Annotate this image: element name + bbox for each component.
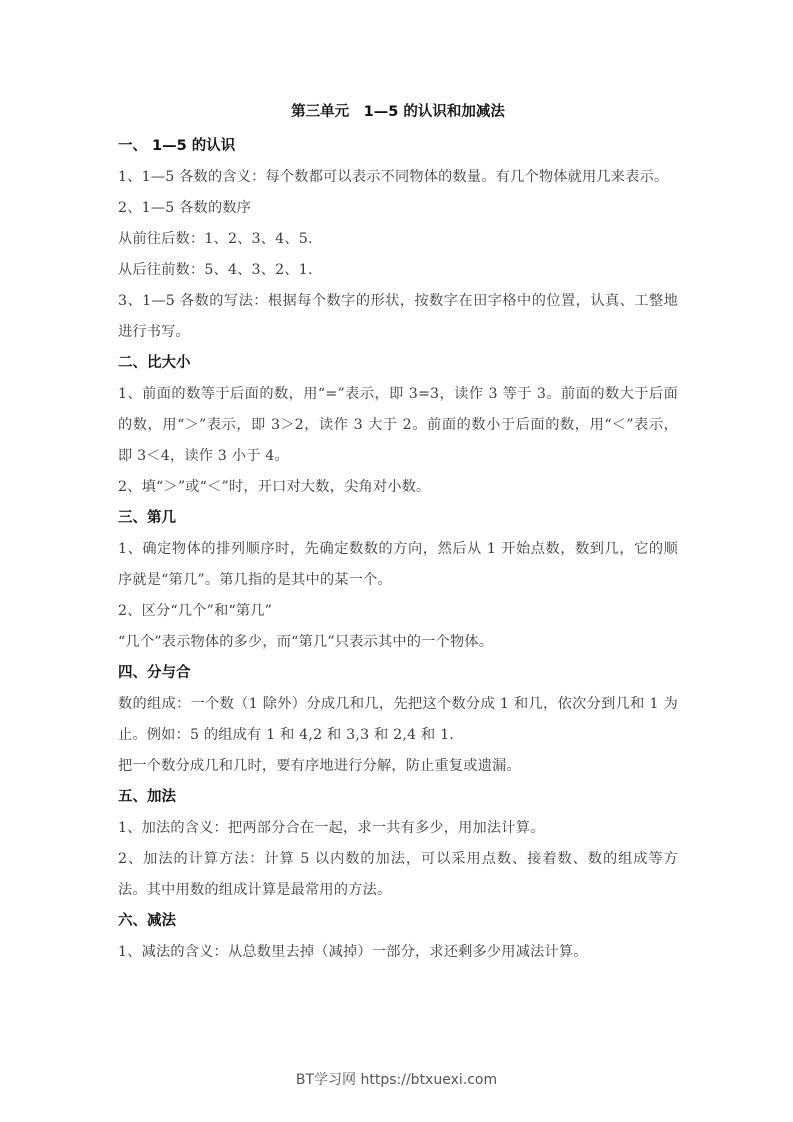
section-heading: 五、加法 bbox=[118, 789, 176, 805]
section-4 bbox=[118, 658, 678, 782]
paragraph: 从后往前数：5、4、3、2、1. bbox=[118, 262, 313, 278]
paragraph: 1、减法的含义：从总数里去掉（减掉）一部分，求还剩多少用减法计算。 bbox=[118, 944, 588, 960]
section-1 bbox=[118, 131, 678, 348]
paragraph: 1、确定物体的排列顺序时，先确定数数的方向，然后从 1 开始点数，数到几，它的顺序就是“第几”。第几指的是其中的某一个。 bbox=[118, 541, 678, 588]
section-heading: 四、分与合 bbox=[118, 665, 191, 681]
section-2 bbox=[118, 348, 678, 503]
section-5 bbox=[118, 782, 678, 906]
paragraph: 1、1—5 各数的含义：每个数都可以表示不同物体的数量。有几个物体就用几来表示。 bbox=[118, 169, 669, 185]
paragraph: 2、区分“几个”和“第几” bbox=[118, 603, 273, 619]
paragraph: 1、加法的含义：把两部分合在一起，求一共有多少，用加法计算。 bbox=[118, 820, 545, 836]
section-6 bbox=[118, 906, 678, 968]
paragraph: 把一个数分成几和几时，要有序地进行分解，防止重复或遗漏。 bbox=[118, 758, 521, 774]
paragraph: 数的组成：一个数（1 除外）分成几和几，先把这个数分成 1 和几，依次分到几和 1 为止。例如：5 的组成有 1 和 4,2 和 3,3 和 2,4 和 1. bbox=[118, 696, 678, 743]
paragraph: 2、填“＞”或“＜”时，开口对大数，尖角对小数。 bbox=[118, 479, 431, 495]
section-heading: 二、比大小 bbox=[118, 355, 191, 371]
footer-watermark: BT学习网 https://btxuexi.com bbox=[295, 1072, 498, 1088]
section-heading: 一、 1—5 的认识 bbox=[118, 138, 236, 154]
paragraph: 从前往后数：1、2、3、4、5. bbox=[118, 231, 313, 247]
section-heading: 三、第几 bbox=[118, 510, 176, 526]
paragraph: 2、加法的计算方法：计算 5 以内数的加法，可以采用点数、接着数、数的组成等方法。其中用数的组成计算是最常用的方法。 bbox=[118, 851, 678, 898]
section-heading: 六、减法 bbox=[118, 913, 176, 929]
paragraph: 3、1—5 各数的写法：根据每个数字的形状，按数字在田字格中的位置，认真、工整地进行书写。 bbox=[118, 293, 678, 340]
document-page bbox=[118, 100, 678, 968]
section-3 bbox=[118, 503, 678, 658]
paragraph: “几个”表示物体的多少，而“第几”只表示其中的一个物体。 bbox=[118, 634, 494, 650]
paragraph: 1、前面的数等于后面的数，用“=”表示，即 3=3，读作 3 等于 3。前面的数大于后面的数，用“＞”表示，即 3＞2，读作 3 大于 2。前面的数小于后面的数，用“＜”表示，即 3＜4，读作 3 小于 4。 bbox=[118, 386, 678, 464]
page-title: 第三单元 1—5 的认识和加减法 bbox=[291, 104, 505, 120]
paragraph: 2、1—5 各数的数序 bbox=[118, 200, 252, 216]
